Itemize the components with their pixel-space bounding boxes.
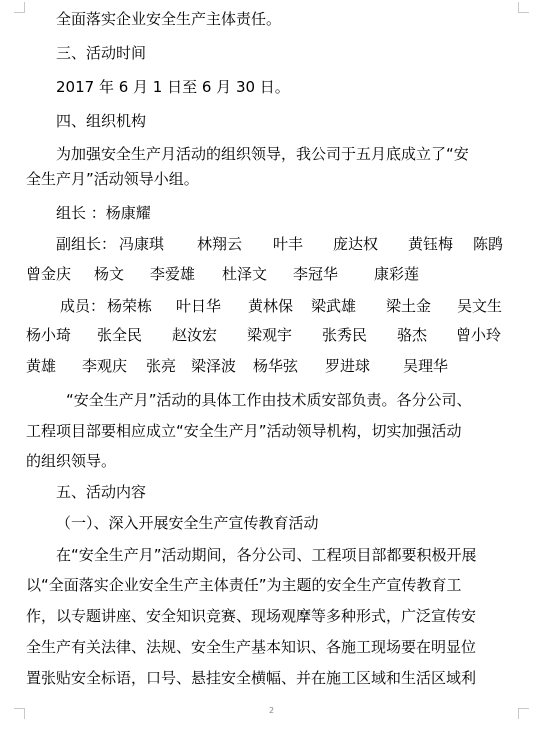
person-name: 黄雄 <box>26 357 57 375</box>
person-name: 庞达权 <box>333 235 379 253</box>
person-name: 杨华弦 <box>253 357 299 375</box>
person-name: 骆杰 <box>397 326 428 344</box>
body-text-line: 的组织领导。 <box>26 452 117 470</box>
section-heading: 五、活动内容 <box>56 483 147 501</box>
person-name: 曾小玲 <box>456 326 502 344</box>
body-text-line: 作，以专题讲座、安全知识竞赛、现场观摩等多种形式，广泛宣传安 <box>26 607 477 625</box>
margin-corner-mark <box>518 2 529 13</box>
person-name: 林翔云 <box>197 235 243 253</box>
body-text-line: 置张贴安全标语，口号、悬挂安全横幅、并在施工区域和生活区域利 <box>26 669 477 687</box>
body-text-line: 为加强安全生产月活动的组织领导，我公司于五月底成立了“安 <box>56 145 469 163</box>
person-name: 黄钰梅 <box>408 235 454 253</box>
deputy-label: 副组长： <box>56 235 117 253</box>
person-name: 李观庆 <box>82 357 128 375</box>
group-leader: 组长 ：杨康耀 <box>56 204 151 222</box>
person-name: 杨荣栋 <box>107 297 153 315</box>
person-name: 罗进球 <box>325 357 371 375</box>
person-name: 梁观宇 <box>247 326 293 344</box>
person-name: 冯康琪 <box>119 235 165 253</box>
body-text-line: 在“安全生产月”活动期间，各分公司、工程项目部都要积极开展 <box>56 546 477 564</box>
body-text-line: 工程项目部要相应成立“安全生产月”活动领导机构，切实加强活动 <box>26 422 462 440</box>
person-name: 张全民 <box>97 326 143 344</box>
person-name: 赵汝宏 <box>172 326 218 344</box>
person-name: 梁泽波 <box>191 357 237 375</box>
person-name: 梁武雄 <box>311 297 357 315</box>
person-name: 张亮 <box>146 357 177 375</box>
margin-corner-mark <box>14 2 25 13</box>
person-name: 李爱雄 <box>150 265 196 283</box>
body-text-line: 全生产有关法律、法规、安全生产基本知识、各施工现场要在明显位 <box>26 638 477 656</box>
person-name: 梁土金 <box>386 297 432 315</box>
activity-dates: 2017 年 6 月 1 日至 6 月 30 日。 <box>56 78 290 96</box>
person-name: 吴理华 <box>403 357 449 375</box>
person-name: 杨小琦 <box>26 326 72 344</box>
person-name: 吴文生 <box>457 297 503 315</box>
page-number: 2 <box>268 706 275 715</box>
members-label: 成员： <box>60 297 106 315</box>
person-name: 康彩莲 <box>374 265 420 283</box>
person-name: 叶丰 <box>273 235 304 253</box>
person-name: 曾金庆 <box>26 265 72 283</box>
person-name: 叶日华 <box>176 297 222 315</box>
subsection-heading: （一）、深入开展安全生产宣传教育活动 <box>56 514 319 532</box>
person-name: 李冠华 <box>293 265 339 283</box>
body-text-line: 全生产月”活动领导小组。 <box>26 170 199 188</box>
person-name: 黄林保 <box>248 297 294 315</box>
body-text-line: 以“全面落实企业安全生产主体责任”为主题的安全生产宣传教育工 <box>26 576 462 594</box>
person-name: 张秀民 <box>322 326 368 344</box>
person-name: 杜泽文 <box>222 265 268 283</box>
person-name: 杨文 <box>94 265 125 283</box>
body-text-line: “安全生产月”活动的具体工作由技术质安部负责。各分公司、 <box>66 391 472 409</box>
section-heading: 三、活动时间 <box>56 44 147 62</box>
person-name: 陈鹍 <box>473 235 504 253</box>
body-text-line: 全面落实企业安全生产主体责任。 <box>56 10 282 28</box>
section-heading: 四、组织机构 <box>56 112 147 130</box>
